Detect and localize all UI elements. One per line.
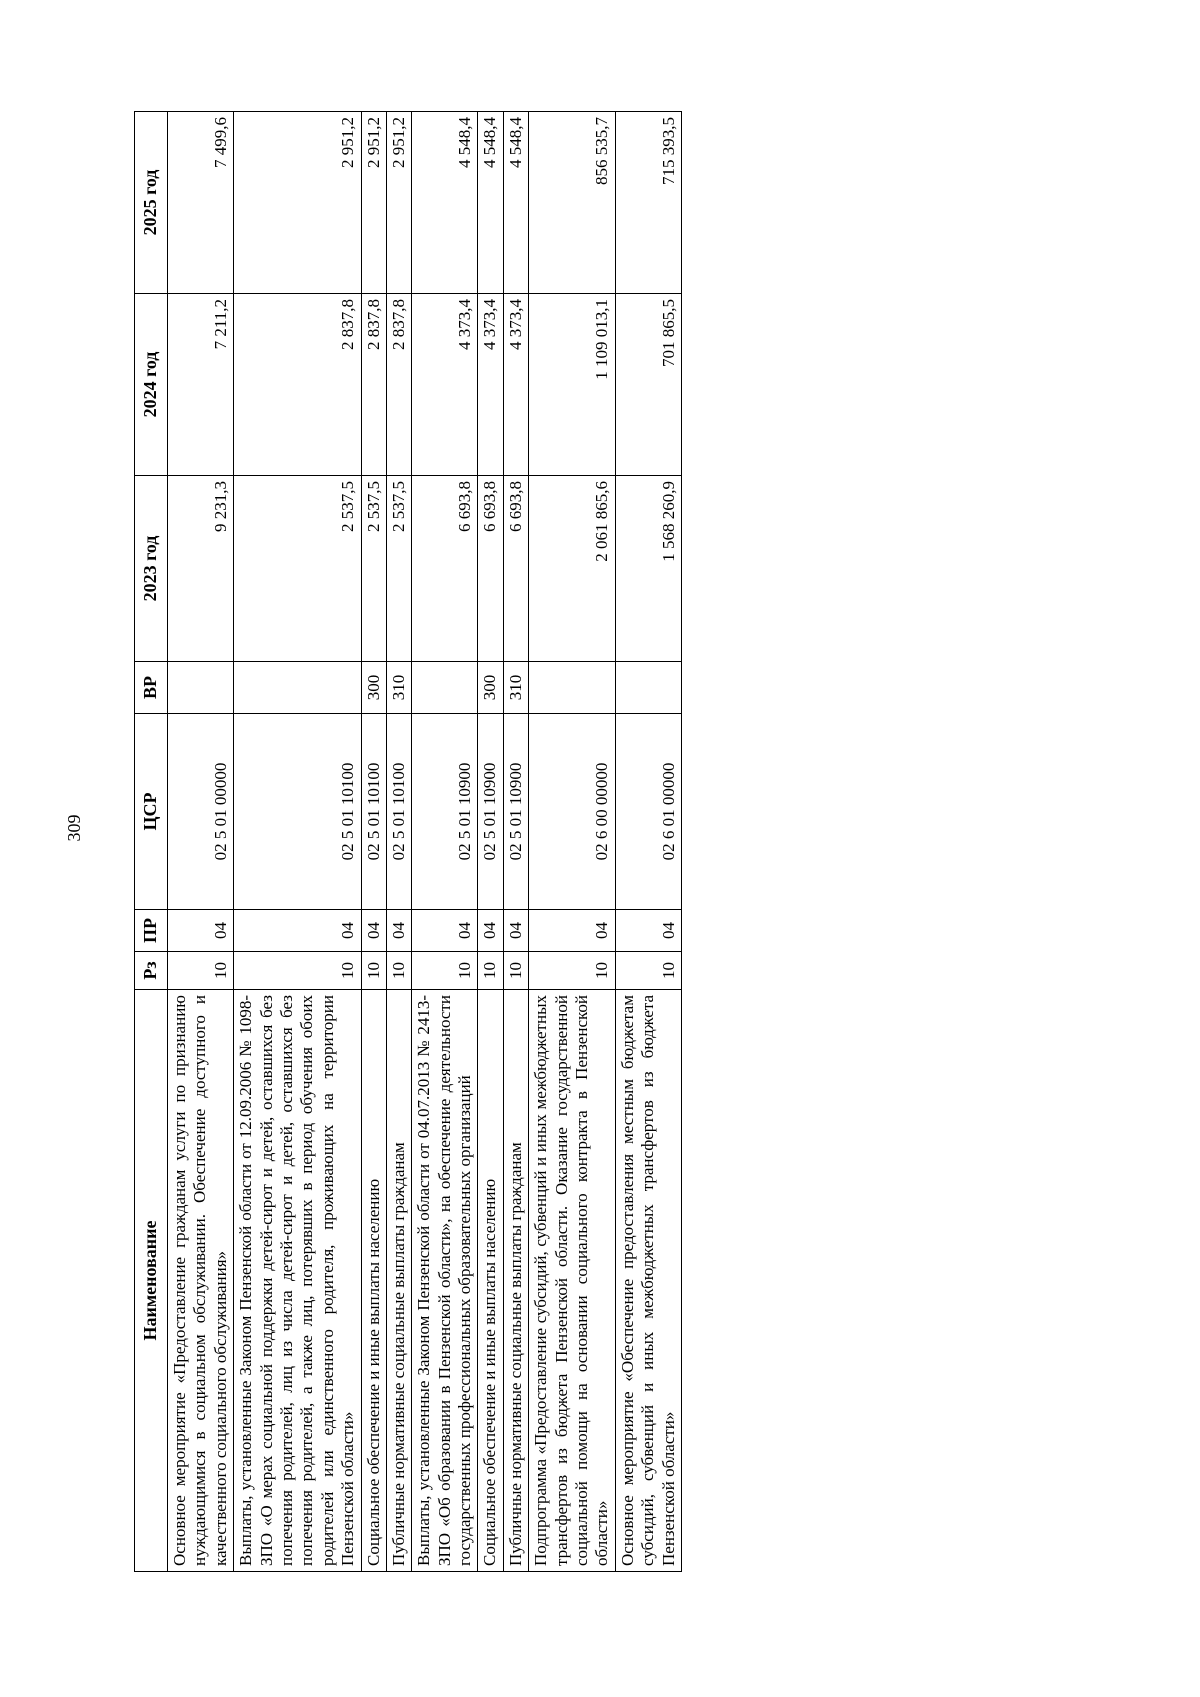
row-2023: 6 693,8 [412, 476, 478, 662]
row-name: Социальное обеспечение и иные выплаты населению [361, 990, 386, 1572]
row-rz: 10 [168, 952, 234, 990]
row-rz: 10 [529, 952, 616, 990]
header-vr: ВР [135, 662, 168, 714]
row-pr: 04 [503, 910, 528, 952]
row-pr: 04 [168, 910, 234, 952]
row-name: Основное мероприятие «Предоставление гражданам услуги по признанию нуждающимися в социальном обслуживании. Обеспечение доступного и качественного социального обслуживания» [168, 990, 234, 1572]
table-header-row [135, 112, 168, 1572]
table-row [412, 112, 478, 1572]
table-row [478, 112, 503, 1572]
row-2025: 2 951,2 [386, 112, 411, 294]
row-vr: 310 [503, 662, 528, 714]
row-2024: 4 373,4 [412, 294, 478, 476]
row-2025: 2 951,2 [234, 112, 361, 294]
header-2025: 2025 год [135, 112, 168, 294]
row-2024: 4 373,4 [478, 294, 503, 476]
row-csr: 02 5 01 10100 [361, 714, 386, 910]
rotated-table-container [134, 112, 924, 1572]
header-name: Наименование [135, 990, 168, 1572]
row-2023: 2 537,5 [234, 476, 361, 662]
row-2025: 4 548,4 [412, 112, 478, 294]
row-csr: 02 6 00 00000 [529, 714, 616, 910]
row-name: Выплаты, установленные Законом Пензенской области от 12.09.2006 № 1098-ЗПО «О мерах социальной поддержки детей-сирот и детей, оставшихся без попечения родителей, лиц из числа детей-сирот и детей, оставшихся без попечения родителей, а также лиц, потерявших в период обучения обоих родителей или единственного родителя, проживающих на территории Пензенской области» [234, 990, 361, 1572]
row-2025: 4 548,4 [503, 112, 528, 294]
header-csr: ЦСР [135, 714, 168, 910]
table-row [503, 112, 528, 1572]
row-name: Социальное обеспечение и иные выплаты населению [478, 990, 503, 1572]
table-row [529, 112, 616, 1572]
row-pr: 04 [361, 910, 386, 952]
row-name: Публичные нормативные социальные выплаты гражданам [503, 990, 528, 1572]
table-row [168, 112, 234, 1572]
row-2024: 7 211,2 [168, 294, 234, 476]
row-name: Основное мероприятие «Обеспечение предоставления местным бюджетам субсидий, субвенций и иных межбюджетных трансфертов из бюджета Пензенской области» [615, 990, 681, 1572]
row-csr: 02 5 01 10900 [478, 714, 503, 910]
row-vr [529, 662, 616, 714]
row-2023: 2 061 865,6 [529, 476, 616, 662]
table-row [615, 112, 681, 1572]
row-pr: 04 [386, 910, 411, 952]
row-2023: 6 693,8 [503, 476, 528, 662]
row-vr [412, 662, 478, 714]
row-name: Публичные нормативные социальные выплаты гражданам [386, 990, 411, 1572]
row-2023: 9 231,3 [168, 476, 234, 662]
row-rz: 10 [503, 952, 528, 990]
row-2023: 2 537,5 [386, 476, 411, 662]
row-pr: 04 [529, 910, 616, 952]
row-pr: 04 [615, 910, 681, 952]
row-2023: 1 568 260,9 [615, 476, 681, 662]
row-csr: 02 5 01 10100 [386, 714, 411, 910]
row-csr: 02 6 01 00000 [615, 714, 681, 910]
row-name: Подпрограмма «Предоставление субсидий, субвенций и иных межбюджетных трансфертов из бюджета Пензенской области. Оказание государственной социальной помощи на основании социального контракта в Пензенской области» [529, 990, 616, 1572]
row-vr: 300 [478, 662, 503, 714]
table-row [386, 112, 411, 1572]
row-2023: 2 537,5 [361, 476, 386, 662]
row-rz: 10 [361, 952, 386, 990]
row-2025: 2 951,2 [361, 112, 386, 294]
row-2025: 856 535,7 [529, 112, 616, 294]
row-rz: 10 [412, 952, 478, 990]
row-rz: 10 [234, 952, 361, 990]
table-row [234, 112, 361, 1572]
row-2024: 1 109 013,1 [529, 294, 616, 476]
header-2024: 2024 год [135, 294, 168, 476]
row-vr: 310 [386, 662, 411, 714]
row-2025: 715 393,5 [615, 112, 681, 294]
header-2023: 2023 год [135, 476, 168, 662]
row-2024: 2 837,8 [361, 294, 386, 476]
row-2024: 701 865,5 [615, 294, 681, 476]
row-name: Выплаты, установленные Законом Пензенской области от 04.07.2013 № 2413-ЗПО «Об образовании в Пензенской области», на обеспечение деятельности государственных профессиональных образовательных организаций [412, 990, 478, 1572]
row-rz: 10 [478, 952, 503, 990]
budget-table [134, 111, 682, 1572]
header-rz: Рз [135, 952, 168, 990]
row-vr [615, 662, 681, 714]
row-2025: 4 548,4 [478, 112, 503, 294]
row-csr: 02 5 01 10900 [503, 714, 528, 910]
row-2024: 2 837,8 [386, 294, 411, 476]
row-rz: 10 [386, 952, 411, 990]
row-vr: 300 [361, 662, 386, 714]
row-vr [234, 662, 361, 714]
row-2023: 6 693,8 [478, 476, 503, 662]
row-pr: 04 [234, 910, 361, 952]
header-pr: ПР [135, 910, 168, 952]
row-rz: 10 [615, 952, 681, 990]
page-number: 309 [64, 814, 84, 842]
row-pr: 04 [412, 910, 478, 952]
row-csr: 02 5 01 10900 [412, 714, 478, 910]
row-2024: 2 837,8 [234, 294, 361, 476]
table-row [361, 112, 386, 1572]
row-2024: 4 373,4 [503, 294, 528, 476]
row-vr [168, 662, 234, 714]
row-2025: 7 499,6 [168, 112, 234, 294]
row-csr: 02 5 01 00000 [168, 714, 234, 910]
row-csr: 02 5 01 10100 [234, 714, 361, 910]
row-pr: 04 [478, 910, 503, 952]
